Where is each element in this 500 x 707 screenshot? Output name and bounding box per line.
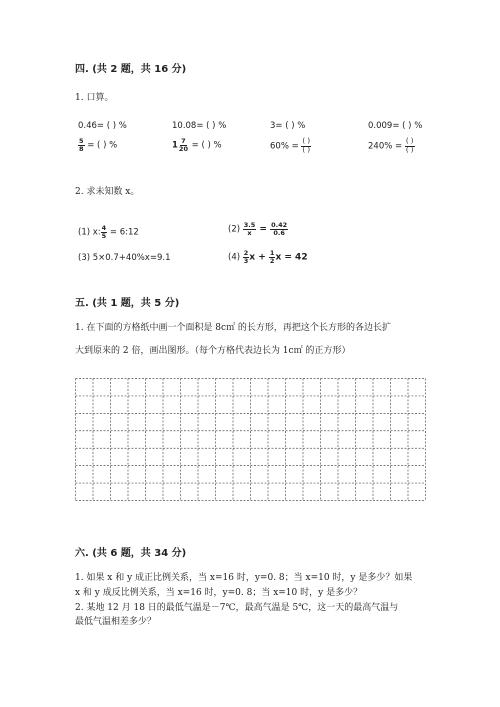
oral-calc-1: 0.46= ( ) % — [78, 121, 127, 131]
question-text-line: 1. 在下面的方格纸中画一个面积是 8c㎡ 的长方形，再把这个长方形的各边长扩 — [75, 323, 391, 333]
section-5-title: 五. (共 1 题，共 5 分) — [75, 298, 180, 309]
question-text-line: x 和 y 成反比例关系，当 x=16 时，y=0. 8；当 x=10 时，y 是多少？ — [75, 588, 363, 598]
equation-2: (2) $\frac{3.5}{x}$ = $\frac{0.42}{0.6}$ — [228, 221, 288, 237]
fraction: $\frac{5}{8}$ — [79, 137, 84, 153]
oral-calc-2: 10.08= ( ) % — [172, 121, 227, 131]
fraction: $\frac{2}{3}$ — [243, 249, 249, 265]
fraction: $\frac{4}{5}$ — [101, 224, 107, 240]
fraction: $\frac{0.42}{0.6}$ — [271, 221, 288, 237]
section-4-title: 四. (共 2 题，共 16 分) — [75, 64, 187, 75]
question-1-label: 1. 口算。 — [75, 93, 114, 103]
fraction: $\frac{1}{2}$ — [269, 249, 275, 265]
oral-calc-3: 3= ( ) % — [270, 121, 306, 131]
fraction: $\frac{7}{20}$ — [178, 137, 188, 153]
question-text-line: 2. 某地 12 月 18 日的最低气温是－7℃，最高气温是 5℃，这一天的最高气温与 — [75, 603, 399, 613]
equation-3: (3) 5×0.7+40%x=9.1 — [78, 253, 171, 263]
question-text-line: 大到原来的 2 倍，画出图形。（每个方格代表边长为 1c㎡ 的正方形） — [75, 346, 351, 356]
oral-calc-4: 0.009= ( ) % — [368, 121, 423, 131]
fraction-blank: ( ) ( ) — [405, 137, 414, 154]
equation-1: (1) x: $\frac{4}{5}$ = 6:12 — [78, 224, 139, 240]
question-text-line: 1. 如果 x 和 y 成正比例关系，当 x=16 时，y=0. 8；当 x=10 时，y 是多少？如果 — [75, 573, 413, 583]
equation-4: (4) $\frac{2}{3}$ x + $\frac{1}{2}$ x = 42 — [228, 249, 308, 265]
question-2-label: 2. 求未知数 x。 — [75, 187, 140, 197]
oral-calc-7: 60% = ( ) ( ) — [270, 137, 311, 154]
oral-calc-8: 240% = ( ) ( ) — [368, 137, 414, 154]
oral-calc-6: 1 $\frac{7}{20}$ = ( ) % — [172, 137, 222, 153]
fraction-blank: ( ) ( ) — [302, 137, 311, 154]
section-6-title: 六. (共 6 题，共 34 分) — [75, 548, 187, 559]
square-grid-paper[interactable] — [75, 378, 426, 501]
question-text-line: 最低气温相差多少？ — [75, 617, 157, 627]
fraction: $\frac{3.5}{x}$ — [243, 221, 256, 237]
oral-calc-5: $\frac{5}{8}$ = ( ) % — [79, 137, 118, 153]
